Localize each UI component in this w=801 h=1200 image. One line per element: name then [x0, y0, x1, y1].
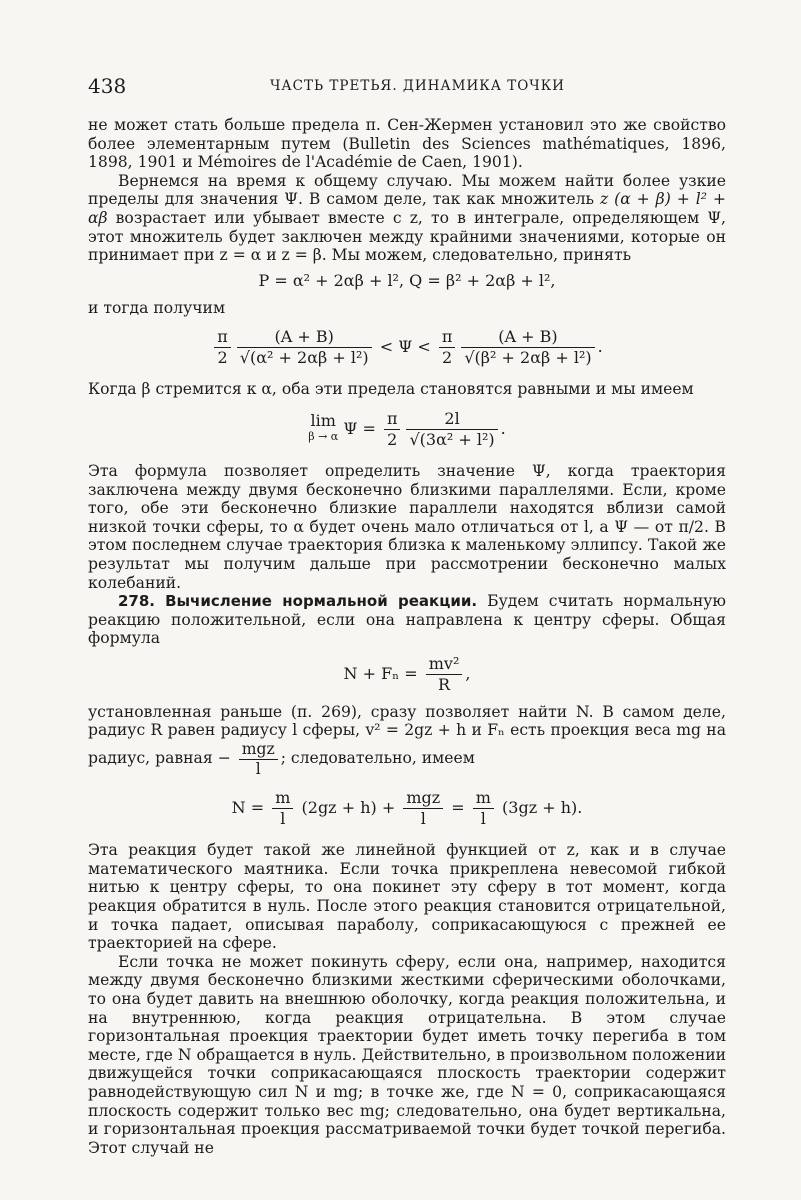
factor-expression: z (α + β) + l² + αβ	[88, 190, 726, 227]
section-title: Вычисление нормальной реакции.	[165, 592, 478, 611]
paragraph-1: не может стать больше предела π. Сен-Жермен установил это же свойство более элементарным путем (Bulletin des Sciences mathématiques, 1896, 1898, 1901 и Mémoires de l'Académie de Caen, 1901).	[88, 116, 726, 172]
section-number: 278.	[118, 592, 156, 611]
equation-n: N = $\frac{m}{l}$ (2gz + h) + $\frac{\text{mgz}}{l}$ = $\frac{m}{l}$ (3gz + h).	[231, 788, 583, 829]
paragraph-8: Эта реакция будет такой же линейной функцией от z, как и в случае математического маятника. Если точка прикреплена невесомой гибкой нитью к центру сферы, то она покинет эту сферу в тот момент, когда реакция обратится в нуль. После этого реакция становится отрицательной, и точка падает, описывая параболу, соприкасающуюся с прежней ее траекторией на сфере.	[88, 841, 726, 953]
paragraph-2: Вернемся на время к общему случаю. Мы можем найти более узкие пределы для значения Ψ. В самом деле, так как множитель z (α + β) + l² + αβ возрастает или убывает вместе с z, то в интеграле, определяющем Ψ, этот множитель будет заключен между крайними значениями, которые он принимает при z = α и z = β. Мы можем, следовательно, принять	[88, 171, 726, 265]
page-body	[88, 116, 726, 1157]
section-278: 278. Вычисление нормальной реакции. Будем считать нормальную реакцию положительной, если она направлена к центру сферы. Общая формула	[88, 592, 726, 648]
page-number: 438	[88, 74, 127, 98]
running-title: ЧАСТЬ ТРЕТЬЯ. ДИНАМИКА ТОЧКИ	[270, 78, 565, 94]
paragraph-3: и тогда получим	[88, 298, 226, 317]
equation-psi-bounds: $\frac{\pi}{2}$ $\frac{(A + B)}{\text{√(α² + 2αβ + l²)}}$ < Ψ < $\frac{\pi}{2}$ $\frac{(A + B)}{\text{√(β² + 2αβ + l²)}}$ .	[88, 327, 726, 368]
paragraph-5: Эта формула позволяет определить значение Ψ, когда траектория заключена между двумя бесконечно близкими параллелями. Если, кроме того, обе эти бесконечно близкие параллели находятся вблизи самой низкой точки сферы, то α будет очень мало отличаться от l, а Ψ — от π/2. В этом последнем случае траектория близка к маленькому эллипсу. Такой же результат мы получим дальше при рассмотрении бесконечно малых колебаний.	[88, 461, 726, 592]
equation-normal-force: N + Fₙ = $\frac{\text{mv²}}{R}$ ,	[343, 653, 471, 694]
page-header	[88, 74, 725, 104]
equation-p-q: P = α² + 2αβ + l², Q = β² + 2αβ + l²,	[258, 270, 556, 290]
paragraph-4: Когда β стремится к α, оба эти предела становятся равными и мы имеем	[88, 380, 694, 399]
paragraph-7: установленная раньше (п. 269), сразу позволяет найти N. В самом деле, радиус R равен радиусу l сферы, v² = 2gz + h и Fₙ есть проекция веса mg на радиус, равная − $\frac{\text{mgz}}{l}$ ; следовательно, имеем	[88, 702, 726, 778]
equation-limit: lim β → α Ψ = $\frac{\pi}{2}$ $\frac{2l}{\text{√(3α² + l²)}}$ .	[308, 408, 506, 449]
paragraph-9: Если точка не может покинуть сферу, если она, например, находится между двумя бесконечно близкими жесткими сферическими оболочками, то она будет давить на внешнюю оболочку, когда реакция положительна, и на внутреннюю, когда реакция отрицательна. В этом случае горизонтальная проекция траектории будет иметь точку перегиба в том месте, где N обращается в нуль. Действительно, в произвольном положении движущейся точки соприкасающаяся плоскость траектории содержит равнодействующую сил N и mg; в точке же, где N = 0, соприкасающаяся плоскость содержит только вес mg; следовательно, она будет вертикальна, и горизонтальная проекция рассматриваемой точки будет точкой перегиба. Этот случай не	[88, 952, 726, 1157]
